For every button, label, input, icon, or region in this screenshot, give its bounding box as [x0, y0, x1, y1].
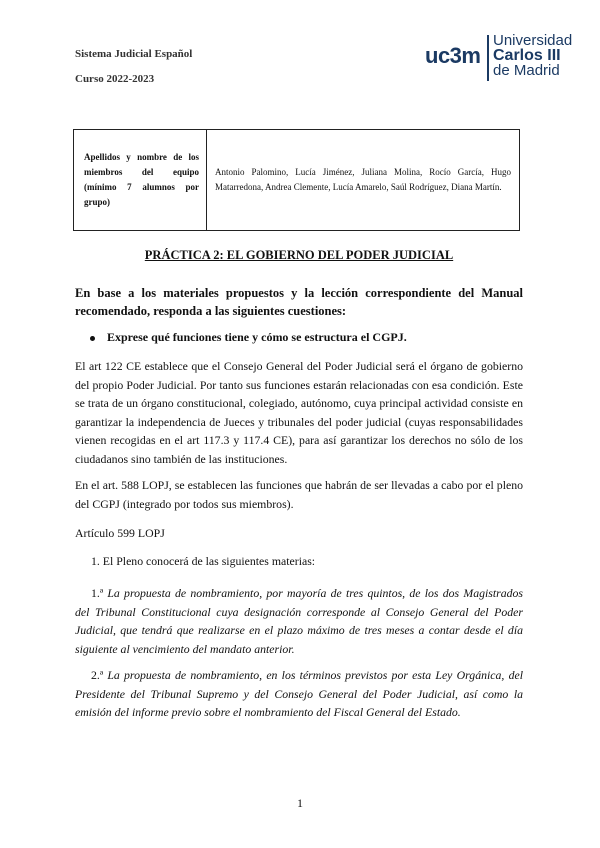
logo-line-2: Carlos III [493, 47, 561, 64]
team-members-table [73, 129, 520, 231]
team-members-list: Antonio Palomino, Lucía Jiménez, Juliana Molina, Rocío García, Hugo Matarredona, Andrea Clemente, Lucía Amarelo, Saúl Rodríguez, Diana Martín. [207, 130, 520, 231]
logo-line-1: Universidad [493, 32, 573, 49]
answer-paragraph-2: En el art. 588 LOPJ, se establecen las funciones que habrán de ser llevadas a cabo por el pleno del CGPJ (integrado por todos sus miembros). [75, 478, 523, 511]
question-bullet [90, 330, 407, 345]
quote-item-2-text: La propuesta de nombramiento, en los términos previstos por esta Ley Orgánica, del Presidente del Tribunal Supremo y del Consejo General del Poder Judicial, así como la emisión del informe previo sobre el nombramiento del Fiscal General del Estado. [75, 668, 523, 719]
logo-mark: uc3m [425, 43, 481, 68]
logo-wordmark [493, 33, 572, 78]
course-year: Curso 2022-2023 [75, 73, 155, 85]
quote-item-2-number: 2.ª [91, 668, 104, 682]
quote-item-1-text: La propuesta de nombramiento, por mayoría de tres quintos, de los dos Magistrados del Tribunal Constitucional cuya designación corresponde al Consejo General del Poder Judicial, que tendrá que realizarse en el plazo máximo de tres meses a contar desde el día siguiente al vencimiento del mandato anterior. [75, 586, 524, 656]
page-number: 1 [297, 796, 303, 810]
article-heading: Artículo 599 LOPJ [75, 526, 165, 540]
logo-line-3: de Madrid [493, 62, 560, 79]
answer-paragraph-1: El art 122 CE establece que el Consejo General del Poder Judicial será el órgano de gobierno del propio Poder Judicial. Por tanto sus funciones estarán relacionadas con esa condición. Este se trata de un órgano constitucional, colegiado, autónomo, cuya principal actividad consiste en garantizar la independencia de Jueces y tribunales del poder judicial (cuyas responsabilidades vienen recogidas en el art 117.3 y 117.4 CE), para así garantizar los derechos no sólo de los ciudadanos sino también de las instituciones. [75, 359, 523, 466]
article-clause: 1. El Pleno conocerá de las siguientes materias: [91, 554, 316, 568]
instructions: En base a los materiales propuestos y la lección correspondiente del Manual recomendado, responda a las siguientes cuestiones: [75, 286, 523, 318]
logo-divider [487, 35, 489, 81]
document-title: PRÁCTICA 2: EL GOBIERNO DEL PODER JUDICIAL [144, 248, 454, 262]
question-text: Exprese qué funciones tiene y cómo se estructura el CGPJ. [107, 330, 407, 344]
quote-item-2 [75, 666, 523, 722]
team-members-label: Apellidos y nombre de los miembros del equipo (mínimo 7 alumnos por grupo) [74, 130, 207, 231]
university-logo [425, 32, 575, 83]
quote-item-1 [75, 584, 523, 658]
document-header [75, 48, 192, 98]
course-subject: Sistema Judicial Español [75, 48, 193, 60]
quote-item-1-number: 1.ª [91, 586, 104, 600]
bullet-dot-icon [90, 336, 95, 341]
